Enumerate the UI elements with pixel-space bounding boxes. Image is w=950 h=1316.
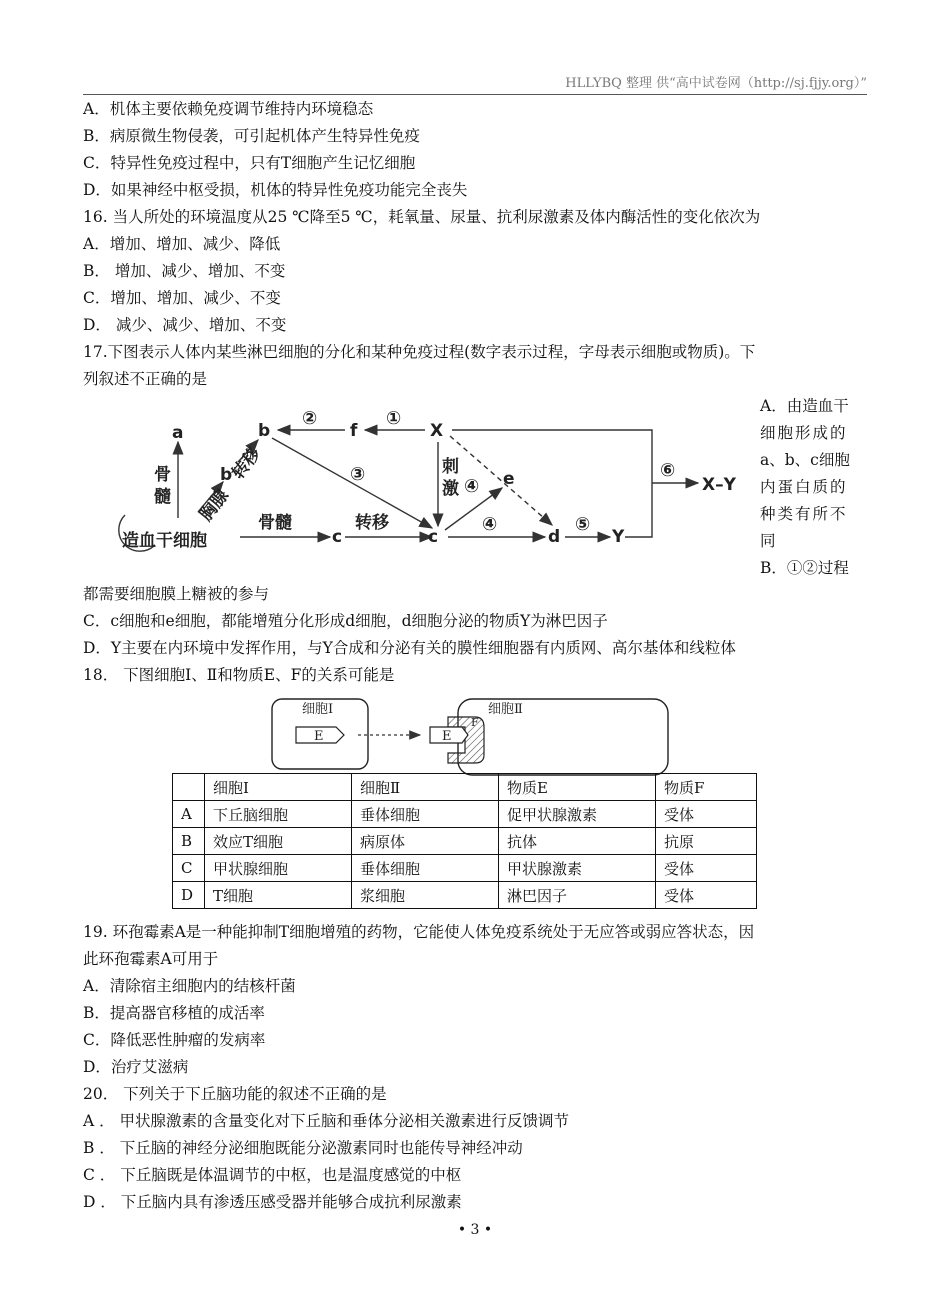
table-row	[173, 882, 757, 909]
label-thymus: 胸腺	[196, 485, 233, 526]
q19-option-d: D．治疗艾滋病	[83, 1058, 189, 1076]
table-cell: 下丘脑细胞	[205, 801, 352, 828]
q20-option-a: A ． 甲状腺激素的含量变化对下丘脑和垂体分泌相关激素进行反馈调节	[83, 1112, 570, 1130]
e-label-1: E	[314, 729, 324, 744]
label-y: Y	[612, 527, 625, 547]
label-step-6: ⑥	[660, 460, 676, 481]
table-cell: T细胞	[205, 882, 352, 909]
label-bone-marrow: 骨髓	[258, 513, 292, 533]
label-transfer-1: 转移	[228, 443, 265, 484]
q17-option-a-line3: a、b、c细胞	[760, 451, 850, 469]
q17-stem-line1: 17.下图表示人体内某些淋巴细胞的分化和某种免疫过程(数字表示过程，字母表示细胞或物质)。下	[83, 343, 756, 361]
label-step-4b: ④	[482, 514, 498, 535]
q20-option-c: C ． 下丘脑既是体温调节的中枢，也是温度感觉的中枢	[83, 1166, 462, 1184]
q18-answer-table	[172, 773, 757, 909]
table-cell: 促甲状腺激素	[499, 801, 656, 828]
q17-option-c: C．c细胞和e细胞，都能增殖分化形成d细胞，d细胞分泌的物质Y为淋巴因子	[83, 612, 608, 630]
label-bone-1: 骨	[154, 465, 171, 485]
q16-option-d: D． 减少、减少、增加、不变	[83, 316, 287, 334]
table-cell: 垂体细胞	[352, 801, 499, 828]
e-label-2: E	[442, 729, 452, 744]
q17-option-a-line6: 同	[760, 532, 776, 550]
table-cell: 甲状腺细胞	[205, 855, 352, 882]
q15-option-a: A．机体主要依赖免疫调节维持内环境稳态	[83, 100, 374, 118]
label-b: b	[258, 421, 271, 441]
table-cell: 淋巴因子	[499, 882, 656, 909]
q19-stem-line2: 此环孢霉素A可用于	[83, 950, 219, 968]
q16-option-a: A．增加、增加、减少、降低	[83, 235, 281, 253]
q20-option-d: D ． 下丘脑内具有渗透压感受器并能够合成抗利尿激素	[83, 1193, 462, 1211]
q15-option-c: C．特异性免疫过程中，只有T细胞产生记忆细胞	[83, 154, 416, 172]
cell-relation-diagram	[270, 697, 675, 779]
q19-option-b: B．提高器官移植的成活率	[83, 1004, 265, 1022]
table-cell: A	[173, 801, 205, 828]
table-cell: 细胞Ⅱ	[352, 774, 499, 801]
q17-option-a-line1: A．由造血干	[760, 397, 849, 415]
table-cell	[173, 774, 205, 801]
table-cell: 甲状腺激素	[499, 855, 656, 882]
q18-stem: 18． 下图细胞Ⅰ、Ⅱ和物质E、F的关系可能是	[83, 666, 395, 684]
table-cell: 物质F	[656, 774, 757, 801]
table-cell: 浆细胞	[352, 882, 499, 909]
table-cell: C	[173, 855, 205, 882]
table-cell: D	[173, 882, 205, 909]
label-c2: c	[428, 527, 439, 547]
table-cell: B	[173, 828, 205, 855]
table-cell: 效应T细胞	[205, 828, 352, 855]
label-c1: c	[332, 527, 343, 547]
label-b2: b	[220, 465, 233, 485]
q20-option-b: B ． 下丘脑的神经分泌细胞既能分泌激素同时也能传导神经冲动	[83, 1139, 523, 1157]
q17-option-b: B．①②过程	[760, 559, 849, 577]
table-cell: 病原体	[352, 828, 499, 855]
label-step-4a: ④	[464, 476, 480, 497]
q17-stem-line2: 列叙述不正确的是	[83, 370, 208, 388]
label-step-2: ②	[302, 408, 318, 429]
label-stem-cell: 造血干细胞	[122, 531, 207, 551]
page-number: • 3 •	[457, 1222, 493, 1238]
label-x: X	[430, 421, 444, 441]
q19-option-c: C．降低恶性肿瘤的发病率	[83, 1031, 266, 1049]
q16-option-c: C．增加、增加、减少、不变	[83, 289, 281, 307]
cell-1-label: 细胞Ⅰ	[302, 702, 334, 717]
table-row	[173, 855, 757, 882]
table-cell: 受体	[656, 801, 757, 828]
q17-option-d: D．Y主要在内环境中发挥作用，与Y合成和分泌有关的膜性细胞器有内质网、高尔基体和线粒体	[83, 639, 736, 657]
label-stimulate-1: 刺	[442, 457, 459, 477]
table-cell: 受体	[656, 855, 757, 882]
q17-option-b-continued: 都需要细胞膜上糖被的参与	[83, 585, 270, 603]
label-f: f	[350, 421, 358, 441]
label-stimulate-2: 激	[442, 479, 459, 499]
lymphocyte-diagram	[100, 400, 755, 575]
table-cell: 抗体	[499, 828, 656, 855]
q20-stem: 20． 下列关于下丘脑功能的叙述不正确的是	[83, 1085, 387, 1103]
label-x-y: X–Y	[702, 475, 736, 495]
q19-option-a: A．清除宿主细胞内的结核杆菌	[83, 977, 296, 995]
label-transfer-2: 转移	[355, 513, 389, 533]
q17-option-a-line4: 内蛋白质的	[760, 478, 848, 496]
table-cell: 受体	[656, 882, 757, 909]
table-cell: 垂体细胞	[352, 855, 499, 882]
page-header: HLLYBQ 整理 供“高中试卷网（http://sj.fjjy.org）”	[83, 72, 867, 95]
table-row	[173, 828, 757, 855]
label-a: a	[172, 423, 184, 443]
q16-option-b: B． 增加、减少、增加、不变	[83, 262, 286, 280]
q17-option-a-line5: 种类有所不	[760, 505, 848, 523]
f-label: F	[471, 716, 479, 729]
label-step-5: ⑤	[575, 514, 591, 535]
table-cell: 物质E	[499, 774, 656, 801]
table-cell: 抗原	[656, 828, 757, 855]
q15-option-b: B．病原微生物侵袭，可引起机体产生特异性免疫	[83, 127, 420, 145]
label-step-3: ③	[350, 464, 366, 485]
q16-stem: 16. 当人所处的环境温度从25 ℃降至5 ℃，耗氧量、尿量、抗利尿激素及体内酶活性的变化依次为	[83, 208, 761, 226]
q17-option-a-line2: 细胞形成的	[760, 424, 848, 442]
table-row	[173, 801, 757, 828]
label-d: d	[548, 527, 561, 547]
q19-stem-line1: 19. 环孢霉素A是一种能抑制T细胞增殖的药物，它能使人体免疫系统处于无应答或弱应答状态，因	[83, 923, 755, 941]
label-step-1: ①	[386, 408, 402, 429]
table-cell: 细胞Ⅰ	[205, 774, 352, 801]
q15-option-d: D．如果神经中枢受损，机体的特异性免疫功能完全丧失	[83, 181, 468, 199]
label-bone-2: 髓	[154, 487, 171, 507]
label-e: e	[503, 469, 515, 489]
table-header-row	[173, 774, 757, 801]
cell-2-label: 细胞Ⅱ	[488, 702, 523, 717]
